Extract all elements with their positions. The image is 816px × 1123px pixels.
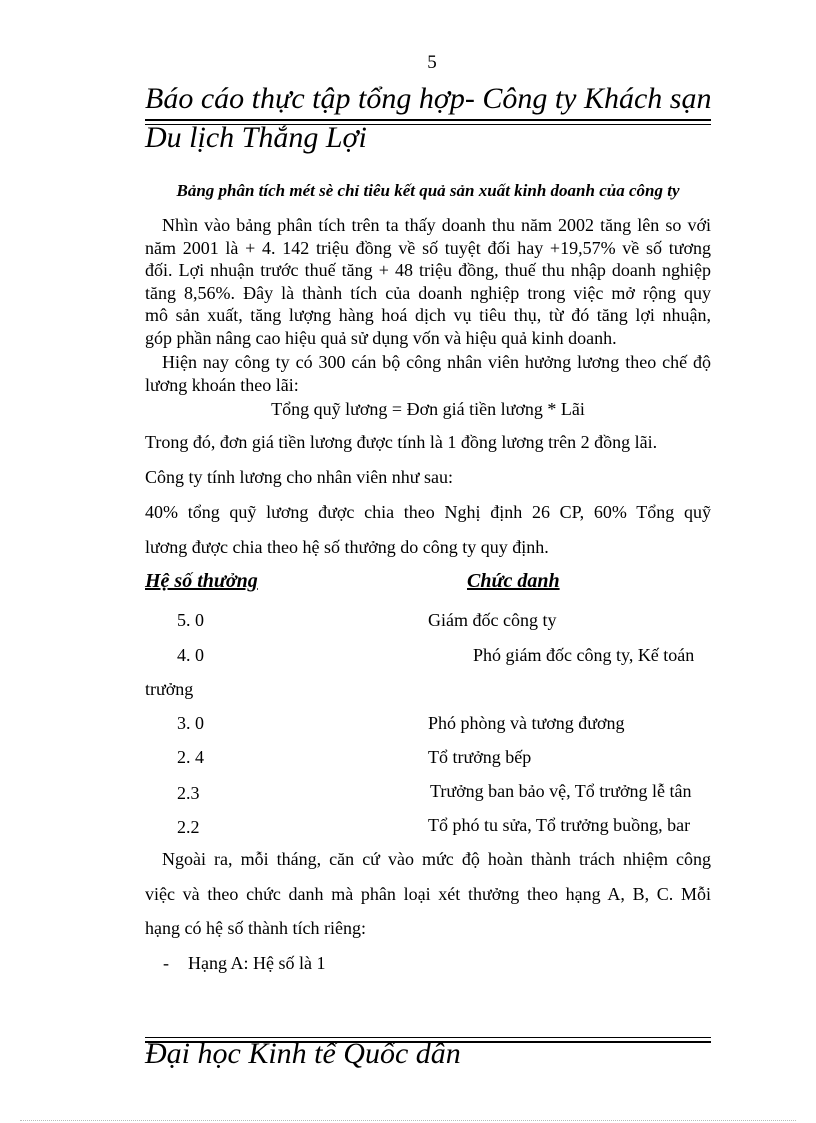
header-title-line2: Du lịch Thắng Lợi [145,121,367,154]
bullet-dash: - [163,953,169,973]
paragraph-line: mô sản xuất, tăng lượng hàng hoá dịch vụ tiêu thụ, từ đó tăng lợi nhuận, [145,305,711,325]
bonus-coefficient: 2. 4 [177,747,204,767]
bullet-hang-a: Hạng A: Hệ số là 1 [188,953,326,973]
paragraph-line: đối. Lợi nhuận trước thuế tăng + 48 triệu đồng, thuế thu nhập doanh nghiệp [145,260,711,280]
footer-university: Đại học Kinh tế Quốc dân [145,1037,461,1070]
paragraph-salary [145,351,711,396]
line-cong-ty: Công ty tính lương cho nhân viên như sau: [145,467,454,487]
bonus-coefficient: 2.2 [177,817,200,837]
paragraph-analysis [145,214,711,349]
header-title-line1: Báo cáo thực tập tổng hợp- Công ty Khách sạn [145,82,712,115]
paragraph-line: tăng 8,56%. Đây là thành tích của doanh nghiệp trong việc mở rộng quy [145,282,711,303]
bonus-coefficient: 5. 0 [177,610,204,630]
bonus-title: Tổ phó tu sửa, Tổ trưởng buồng, bar [428,815,691,835]
line-ngoai-ra: Ngoài ra, mỗi tháng, căn cứ vào mức độ hoàn thành trách nhiệm công [162,849,711,869]
bonus-title-wrap: trưởng [145,679,194,699]
bonus-coefficient: 2.3 [177,783,200,803]
line-he-so-thanh-tich: hạng có hệ số thành tích riêng: [145,918,366,938]
line-60-percent: lương được chia theo hệ số thưởng do công ty quy định. [145,537,549,557]
bonus-coefficient: 4. 0 [177,645,204,665]
paragraph-line: Hiện nay công ty có 300 cán bộ công nhân viên hưởng lương theo chế độ [162,352,711,372]
column-header-title: Chức danh [467,570,560,592]
page-bottom-edge [20,1120,796,1121]
line-trong-do: Trong đó, đơn giá tiền lương được tính là 1 đồng lương trên 2 đồng lãi. [145,432,658,452]
line-xet-thuong: việc và theo chức danh mà phân loại xét thưởng theo hạng A, B, C. Mỗi [145,884,711,904]
salary-formula: Tổng quỹ lương = Đơn giá tiền lương * Lãi [271,399,585,419]
paragraph-line: năm 2001 là + 4. 142 triệu đồng về số tuyệt đối hay +19,57% về số tương [145,237,711,258]
bonus-coefficient: 3. 0 [177,713,204,733]
paragraph-line: góp phần nâng cao hiệu quả sử dụng vốn và hiệu quả kinh doanh. [145,327,617,348]
bonus-title: Giám đốc công ty [428,610,557,630]
column-header-coefficient: Hệ số thưởng [145,570,258,592]
bonus-title: Phó phòng và tương đương [428,713,625,733]
table-title: Bảng phân tích mét sè chỉ tiêu kết quả sản xuất kinh doanh của công ty [176,181,680,200]
line-40-percent: 40% tổng quỹ lương được chia theo Nghị định 26 CP, 60% Tổng quỹ [145,502,711,522]
paragraph-line: lương khoán theo lãi: [145,374,299,395]
bonus-title: Tổ trưởng bếp [428,747,532,767]
bonus-title: Trưởng ban bảo vệ, Tổ trưởng lễ tân [430,781,692,801]
paragraph-line: Nhìn vào bảng phân tích trên ta thấy doanh thu năm 2002 tăng lên so với [162,215,711,235]
bonus-title: Phó giám đốc công ty, Kế toán [473,645,695,665]
page-number: 5 [427,52,437,73]
